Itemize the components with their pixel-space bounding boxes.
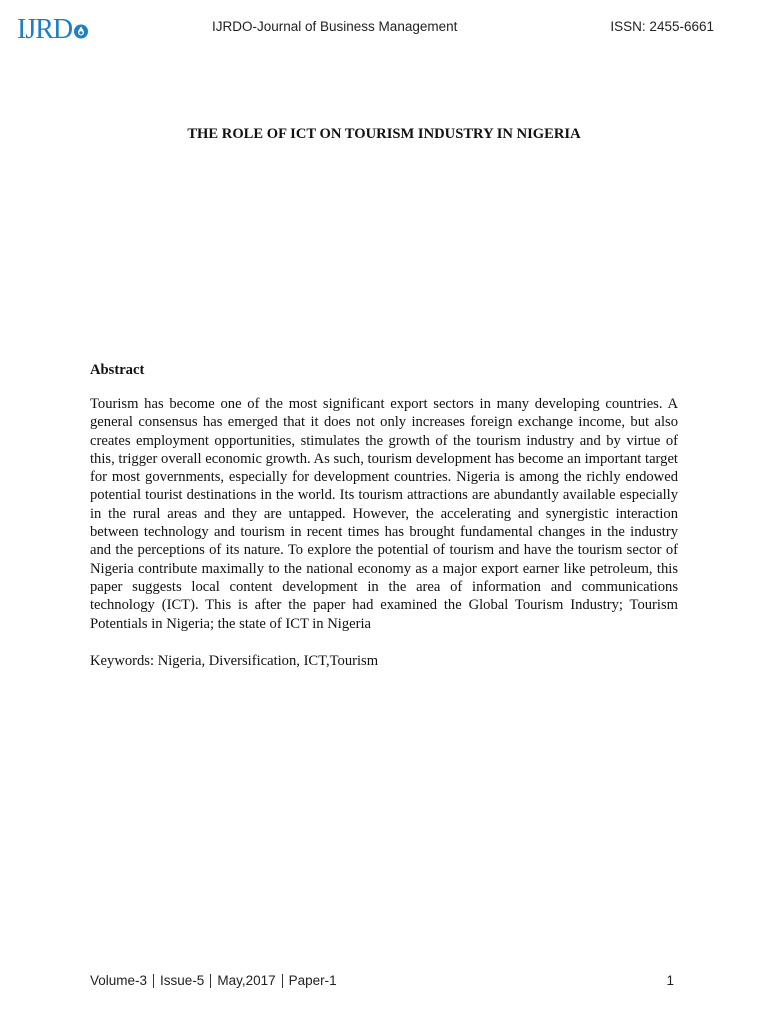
footer-volume: Volume-3 [90, 973, 148, 988]
paper-title: THE ROLE OF ICT ON TOURISM INDUSTRY IN NIGERIA [187, 126, 581, 142]
footer-divider [210, 974, 211, 988]
abstract-text: Tourism has become one of the most significant export sectors in many developing countries. A general consensus has emerged that it does not only increases foreign exchange income, but also creates employment opportunities, stimulates the growth of the tourism industry and by virtue of this, trigger overall economic growth. As such, tourism development has become an important target for most governments, especially for development countries. Nigeria is among the richly endowed potential tourist destinations in the world. Its tourism attractions are abundantly available especially in the rural areas and they are untapped. However, the accelerating and synergistic interaction between technology and tourism in recent times has brought fundamental changes in the industry and the perceptions of its nature. To explore the potential of tourism and have the tourism sector of Nigeria contribute maximally to the national economy as a major export earner like petroleum, this paper suggests local content development in the area of information and communications technology (ICT). This is after the paper had examined the Global Tourism Industry; Tourism Potentials in Nigeria; the state of ICT in Nigeria [90, 396, 678, 632]
journal-logo [17, 14, 89, 46]
footer-date: May,2017 [217, 973, 276, 988]
page-number: 1 [666, 973, 674, 988]
issn-label: ISSN: 2455-6661 [610, 19, 714, 34]
logo-drop-icon [73, 23, 89, 39]
footer-info [90, 973, 337, 988]
abstract-heading: Abstract [90, 362, 145, 378]
keywords: Keywords: Nigeria, Diversification, ICT,Tourism [90, 653, 379, 669]
footer-paper: Paper-1 [288, 973, 337, 988]
footer-issue: Issue-5 [160, 973, 205, 988]
journal-name: IJRDO-Journal of Business Management [212, 19, 458, 34]
footer-divider [153, 974, 154, 988]
logo-text: IJRD [17, 14, 73, 45]
footer-divider [282, 974, 283, 988]
